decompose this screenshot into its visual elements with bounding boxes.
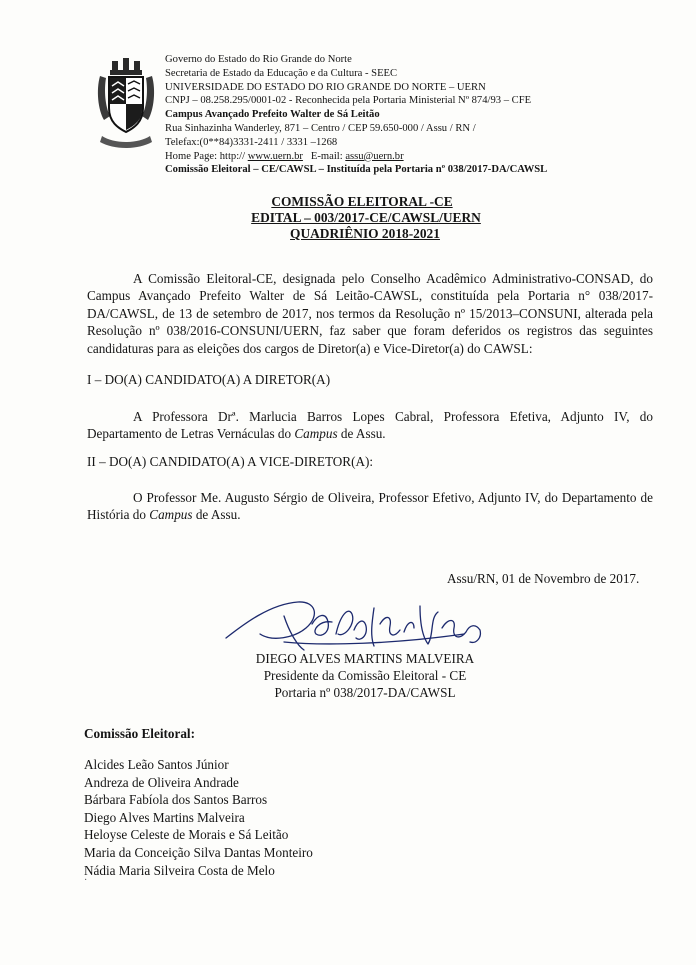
section-2-campus: Campus bbox=[149, 507, 193, 523]
title-line-1: COMISSÃO ELEITORAL -CE bbox=[271, 194, 453, 209]
signatory-role: Presidente da Comissão Eleitoral - CE bbox=[263, 668, 467, 683]
email-link[interactable]: assu@uern.br bbox=[345, 150, 404, 162]
title-line-2: EDITAL – 003/2017-CE/CAWSL/UERN bbox=[251, 210, 481, 225]
section-1-text: A Professora Drª. Marlucia Barros Lopes Cabral, Professora Efetiva, Adjunto IV, do Departamento de Letras Vernáculas do bbox=[87, 409, 653, 442]
header-line-government: Governo do Estado do Rio Grande do Norte bbox=[165, 54, 352, 65]
section-1-heading: I – DO(A) CANDIDATO(A) A DIRETOR(A) bbox=[87, 372, 331, 387]
header-line-address: Rua Sinhazinha Wanderley, 871 – Centro / CEP 59.650-000 / Assu / RN / bbox=[165, 122, 476, 134]
list-item: Maria da Conceição Silva Dantas Monteiro bbox=[84, 844, 313, 860]
signature-block bbox=[240, 650, 490, 701]
header-line-secretariat: Secretaria de Estado da Educação e da Cultura - SEEC bbox=[165, 67, 398, 79]
header-line-commission: Comissão Eleitoral – CE/CAWSL – Instituída pela Portaria nº 038/2017-DA/CAWSL bbox=[165, 164, 548, 176]
section-2-text: O Professor Me. Augusto Sérgio de Oliveira, Professor Efetivo, Adjunto IV, do Departamento de História do bbox=[87, 490, 653, 523]
list-item: Nádia Maria Silveira Costa de Melo bbox=[84, 862, 275, 878]
handwritten-signature bbox=[224, 594, 494, 656]
list-item: Heloyse Celeste de Morais e Sá Leitão bbox=[84, 827, 289, 843]
signatory-portaria: Portaria nº 038/2017-DA/CAWSL bbox=[274, 685, 456, 700]
section-1-text-end: de Assu. bbox=[340, 426, 386, 442]
intro-paragraph: A Comissão Eleitoral-CE, designada pelo Conselho Acadêmico Administrativo-CONSAD, do Campus Avançado Prefeito Walter de Sá Leitão-CAWSL, constituída pela Portaria n° 038/2017-DA/CAWSL, de 13 de setembro de 2017, nos termos da Resolução nº 15/2013–CONSUNI, alterada pela Resolução nº 038/2016-CONSUNI/UERN, faz saber que foram deferidos os registros das seguintes candidaturas para as eleições dos cargos de Diretor(a) e Vice-Diretor(a) do CAWSL: bbox=[87, 271, 653, 356]
header-line-campus: Campus Avançado Prefeito Walter de Sá Leitão bbox=[165, 109, 380, 121]
letterhead bbox=[165, 53, 625, 177]
section-2-text-end: de Assu. bbox=[195, 507, 241, 523]
section-1-paragraph bbox=[87, 408, 653, 443]
commission-members-list bbox=[84, 756, 313, 879]
title-line-3: QUADRIÊNIO 2018-2021 bbox=[290, 226, 440, 241]
homepage-label: Home Page: http:// bbox=[165, 150, 246, 162]
document-date: Assu/RN, 01 de Novembro de 2017. bbox=[447, 571, 640, 586]
header-line-university: UNIVERSIDADE DO ESTADO DO RIO GRANDE DO NORTE – UERN bbox=[165, 81, 486, 93]
document-title bbox=[0, 194, 696, 242]
list-item: Alcides Leão Santos Júnior bbox=[84, 757, 229, 772]
section-2-paragraph bbox=[87, 489, 653, 524]
signatory-name: DIEGO ALVES MARTINS MALVEIRA bbox=[255, 651, 475, 666]
header-line-cnpj: CNPJ – 08.258.295/0001-02 - Reconhecida pela Portaria Ministerial Nº 874/93 – CFE bbox=[165, 95, 532, 107]
commission-heading: Comissão Eleitoral: bbox=[84, 726, 195, 741]
list-item: Andreza de Oliveira Andrade bbox=[84, 774, 239, 790]
list-item: Diego Alves Martins Malveira bbox=[84, 809, 245, 825]
email-label: E-mail: bbox=[310, 150, 343, 162]
header-line-telefax: Telefax:(0**84)3331-2411 / 3331 –1268 bbox=[165, 136, 338, 148]
section-1-campus: Campus bbox=[294, 426, 338, 442]
section-2-heading: II – DO(A) CANDIDATO(A) A VICE-DIRETOR(A): bbox=[87, 454, 374, 469]
stray-mark: · bbox=[84, 875, 88, 886]
homepage-link[interactable]: www.uern.br bbox=[247, 150, 303, 162]
state-coat-of-arms-icon bbox=[96, 58, 156, 154]
list-item: Bárbara Fabíola dos Santos Barros bbox=[84, 792, 268, 808]
header-line-contact bbox=[165, 150, 625, 164]
